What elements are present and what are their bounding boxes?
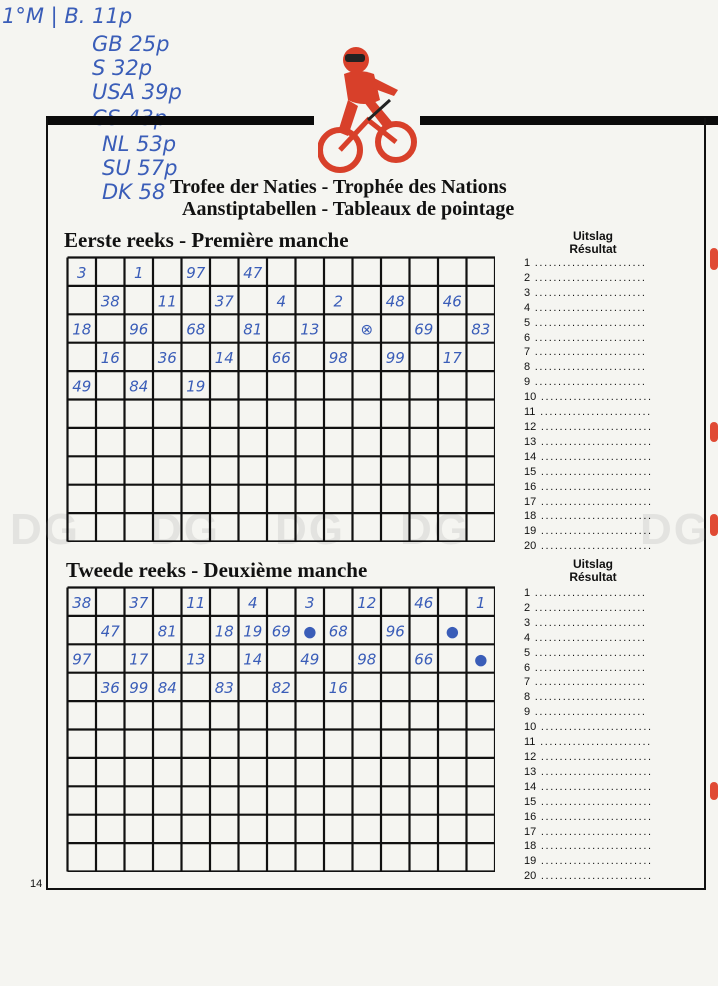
result-dotted-line: ........................	[536, 870, 653, 883]
page-number: 14	[30, 878, 43, 890]
result-dotted-line: ........................	[536, 495, 653, 508]
result-number: 8	[524, 361, 531, 374]
result-row	[524, 465, 653, 480]
result-number: 15	[524, 795, 537, 808]
score-line-usa: USA 39p	[92, 80, 182, 104]
grid-entry: 19	[186, 377, 206, 396]
grid-entry: 1	[475, 593, 486, 612]
grid-entry: 66	[414, 650, 434, 669]
grid-entry: 36	[100, 679, 120, 698]
result-number: 14	[524, 450, 537, 463]
result-dotted-line: ........................	[530, 616, 647, 629]
result-number: 19	[524, 525, 537, 538]
result-row	[524, 495, 653, 510]
result-number: 15	[524, 465, 537, 478]
result-row	[524, 331, 653, 346]
grid-entry: 36	[157, 349, 177, 368]
result-row	[524, 795, 653, 810]
result-row	[524, 616, 653, 631]
result-row	[524, 869, 653, 884]
score-line-nl: NL 53p	[102, 132, 177, 156]
edge-mark	[710, 422, 718, 442]
result-number: 4	[524, 631, 531, 644]
result-row	[524, 480, 653, 495]
result-number: 11	[524, 736, 536, 749]
grid-entry: 81	[243, 320, 263, 339]
grid-entry: 48	[385, 292, 405, 311]
result-dotted-line: ........................	[530, 601, 647, 614]
grid-entry: 2	[333, 292, 344, 311]
result-number: 6	[524, 661, 531, 674]
grid-entry: 96	[129, 320, 149, 339]
result-dotted-line: ........................	[535, 406, 652, 419]
grid-entry: 99	[385, 349, 405, 368]
grid-entry: 98	[357, 650, 377, 669]
result-number: 20	[524, 540, 537, 553]
result-row	[524, 750, 653, 765]
grid-entry: 49	[72, 377, 92, 396]
result-row	[524, 765, 653, 780]
manche2-result-heading	[558, 558, 628, 584]
manche2-grid	[66, 586, 495, 872]
edge-mark	[710, 248, 718, 270]
result-dotted-line: ........................	[536, 750, 653, 763]
manche1-result-heading	[558, 230, 628, 256]
result-dotted-line: ........................	[536, 435, 653, 448]
score-line-b: 1°M | B. 11p	[2, 4, 133, 28]
result-dotted-line: ........................	[530, 691, 647, 704]
result-row	[524, 825, 653, 840]
result-row	[524, 586, 653, 601]
score-line-s: S 32p	[92, 56, 153, 80]
result-dotted-line: ........................	[536, 855, 653, 868]
result-number: 9	[524, 706, 531, 719]
result-number: 18	[524, 510, 537, 523]
result-number: 10	[524, 391, 537, 404]
grid-entry: 68	[186, 320, 206, 339]
grid-entry: 46	[414, 593, 434, 612]
grid-entry: 37	[129, 593, 149, 612]
manche2-result-list	[524, 586, 653, 884]
result-row	[524, 301, 653, 316]
result-number: 16	[524, 810, 537, 823]
result-row	[524, 435, 653, 450]
result-dotted-line: ........................	[530, 676, 647, 689]
grid-entry: 38	[100, 292, 120, 311]
grid-entry: 96	[385, 622, 405, 641]
result-dotted-line: ........................	[536, 525, 653, 538]
grid-entry: 68	[328, 622, 348, 641]
result-number: 6	[524, 331, 531, 344]
result-row	[524, 256, 653, 271]
result-row	[524, 705, 653, 720]
result-dotted-line: ........................	[536, 795, 653, 808]
result-number: 17	[524, 495, 537, 508]
result-dotted-line: ........................	[536, 825, 653, 838]
watermark-dg: DG	[10, 505, 80, 554]
result-dotted-line: ........................	[536, 540, 653, 553]
result-dotted-line: ........................	[530, 346, 647, 359]
grid-entry: 11	[157, 292, 177, 311]
result-dotted-line: ........................	[530, 376, 647, 389]
result-dotted-line: ........................	[530, 301, 647, 314]
result-dotted-line: ........................	[536, 391, 653, 404]
grid-entry: 16	[100, 349, 120, 368]
result-dotted-line: ........................	[530, 257, 647, 269]
grid-entry: ●	[303, 622, 317, 641]
result-dotted-line: ........................	[530, 271, 647, 284]
result-number: 19	[524, 855, 537, 868]
grid-entry: ●	[445, 622, 459, 641]
watermark-dg: DG	[150, 505, 220, 554]
result-dotted-line: ........................	[536, 510, 653, 523]
result-row	[524, 360, 653, 375]
result-dotted-line: ........................	[536, 721, 653, 734]
grid-entry: 14	[243, 650, 263, 669]
result-row	[524, 271, 653, 286]
result-dotted-line: ........................	[536, 480, 653, 493]
grid-entry: 69	[414, 320, 434, 339]
grid-entry: 81	[157, 622, 177, 641]
grid-entry: 46	[442, 292, 462, 311]
result-row	[524, 601, 653, 616]
grid-entry: 1	[133, 263, 144, 282]
result-number: 3	[524, 616, 531, 629]
grid-entry: 84	[129, 377, 149, 396]
result-number: 17	[524, 825, 537, 838]
resultat-label: Résultat	[569, 242, 617, 256]
watermark-dg: DG	[275, 505, 345, 554]
grid-entry: 14	[214, 349, 234, 368]
edge-mark	[710, 782, 718, 800]
result-row	[524, 690, 653, 705]
grid-entry: 37	[214, 292, 234, 311]
grid-entry: 19	[243, 622, 263, 641]
watermark-dg: DG	[400, 505, 470, 554]
result-dotted-line: ........................	[530, 316, 647, 329]
result-row	[524, 390, 653, 405]
result-dotted-line: ........................	[530, 361, 647, 374]
page-title: Trofee der Naties - Trophée des Nations	[170, 176, 507, 198]
result-number: 11	[524, 406, 536, 419]
grid-entry: 3	[304, 593, 315, 612]
result-dotted-line: ........................	[536, 420, 653, 433]
result-number: 2	[524, 601, 531, 614]
manche1-grid	[66, 256, 495, 542]
grid-entry: ⊗	[360, 320, 374, 339]
result-dotted-line: ........................	[530, 587, 647, 599]
grid-entry: 99	[129, 679, 149, 698]
grid-entry: ●	[474, 650, 488, 669]
result-number: 1	[524, 587, 531, 599]
result-row	[524, 375, 653, 390]
result-number: 10	[524, 721, 537, 734]
grid-entry: 12	[357, 593, 377, 612]
result-number: 12	[524, 750, 537, 763]
result-row	[524, 780, 653, 795]
result-row	[524, 675, 653, 690]
grid-entry: 66	[271, 349, 291, 368]
result-row	[524, 286, 653, 301]
result-dotted-line: ........................	[530, 331, 647, 344]
result-row	[524, 524, 653, 539]
grid-entry: 98	[328, 349, 348, 368]
result-dotted-line: ........................	[530, 706, 647, 719]
manche2-title: Tweede reeks - Deuxième manche	[66, 558, 368, 582]
result-dotted-line: ........................	[530, 286, 647, 299]
result-row	[524, 646, 653, 661]
result-row	[524, 316, 653, 331]
result-row	[524, 420, 653, 435]
grid-entry: 69	[271, 622, 291, 641]
watermark-dg: DG	[640, 505, 710, 554]
grid-entry: 38	[72, 593, 92, 612]
grid-entry: 97	[186, 263, 206, 282]
result-row	[524, 509, 653, 524]
result-dotted-line: ........................	[536, 450, 653, 463]
result-number: 20	[524, 870, 537, 883]
grid-entry: 4	[276, 292, 287, 311]
manche1-title: Eerste reeks - Première manche	[64, 228, 349, 252]
grid-entry: 13	[300, 320, 320, 339]
result-dotted-line: ........................	[536, 780, 653, 793]
result-number: 2	[524, 271, 531, 284]
result-number: 1	[524, 257, 531, 269]
grid-entry: 49	[300, 650, 320, 669]
result-dotted-line: ........................	[530, 661, 647, 674]
page-subtitle: Aanstiptabellen - Tableaux de pointage	[182, 198, 515, 220]
result-row	[524, 854, 653, 869]
result-dotted-line: ........................	[530, 631, 647, 644]
result-number: 13	[524, 765, 537, 778]
result-number: 14	[524, 780, 537, 793]
result-dotted-line: ........................	[530, 646, 647, 659]
result-dotted-line: ........................	[536, 840, 653, 853]
result-number: 9	[524, 376, 531, 389]
grid-entry: 3	[76, 263, 87, 282]
result-row	[524, 450, 653, 465]
result-number: 13	[524, 435, 537, 448]
grid-entry: 17	[129, 650, 149, 669]
result-number: 18	[524, 840, 537, 853]
grid-entry: 16	[328, 679, 348, 698]
result-row	[524, 345, 653, 360]
result-row	[524, 539, 653, 554]
result-dotted-line: ........................	[536, 810, 653, 823]
result-number: 5	[524, 646, 531, 659]
grid-entry: 13	[186, 650, 206, 669]
result-number: 4	[524, 301, 531, 314]
grid-entry: 17	[442, 349, 462, 368]
grid-entry: 18	[214, 622, 234, 641]
result-number: 3	[524, 286, 531, 299]
score-line-su: SU 57p	[102, 156, 178, 180]
grid-entry: 18	[72, 320, 92, 339]
grid-entry: 11	[186, 593, 206, 612]
result-row	[524, 839, 653, 854]
edge-mark	[710, 514, 718, 536]
result-row	[524, 631, 653, 646]
uitslag-label: Uitslag	[572, 229, 613, 243]
result-dotted-line: ........................	[536, 765, 653, 778]
score-line-dk: DK 58	[102, 180, 166, 204]
score-line-gb: GB 25p	[92, 32, 170, 56]
result-row	[524, 661, 653, 676]
manche1-result-list	[524, 256, 653, 554]
result-number: 12	[524, 420, 537, 433]
result-row	[524, 810, 653, 825]
grid-entry: 84	[157, 679, 177, 698]
result-row	[524, 405, 653, 420]
uitslag-label: Uitslag	[572, 557, 613, 571]
result-dotted-line: ........................	[535, 736, 652, 749]
result-number: 7	[524, 346, 531, 359]
result-row	[524, 735, 653, 750]
grid-entry: 47	[100, 622, 120, 641]
grid-entry: 83	[471, 320, 491, 339]
result-number: 7	[524, 676, 531, 689]
resultat-label: Résultat	[569, 570, 617, 584]
grid-entry: 4	[247, 593, 258, 612]
result-number: 5	[524, 316, 531, 329]
grid-entry: 47	[243, 263, 263, 282]
grid-entry: 83	[214, 679, 234, 698]
result-dotted-line: ........................	[536, 465, 653, 478]
result-row	[524, 720, 653, 735]
grid-entry: 82	[271, 679, 291, 698]
result-number: 8	[524, 691, 531, 704]
result-number: 16	[524, 480, 537, 493]
grid-entry: 97	[72, 650, 92, 669]
